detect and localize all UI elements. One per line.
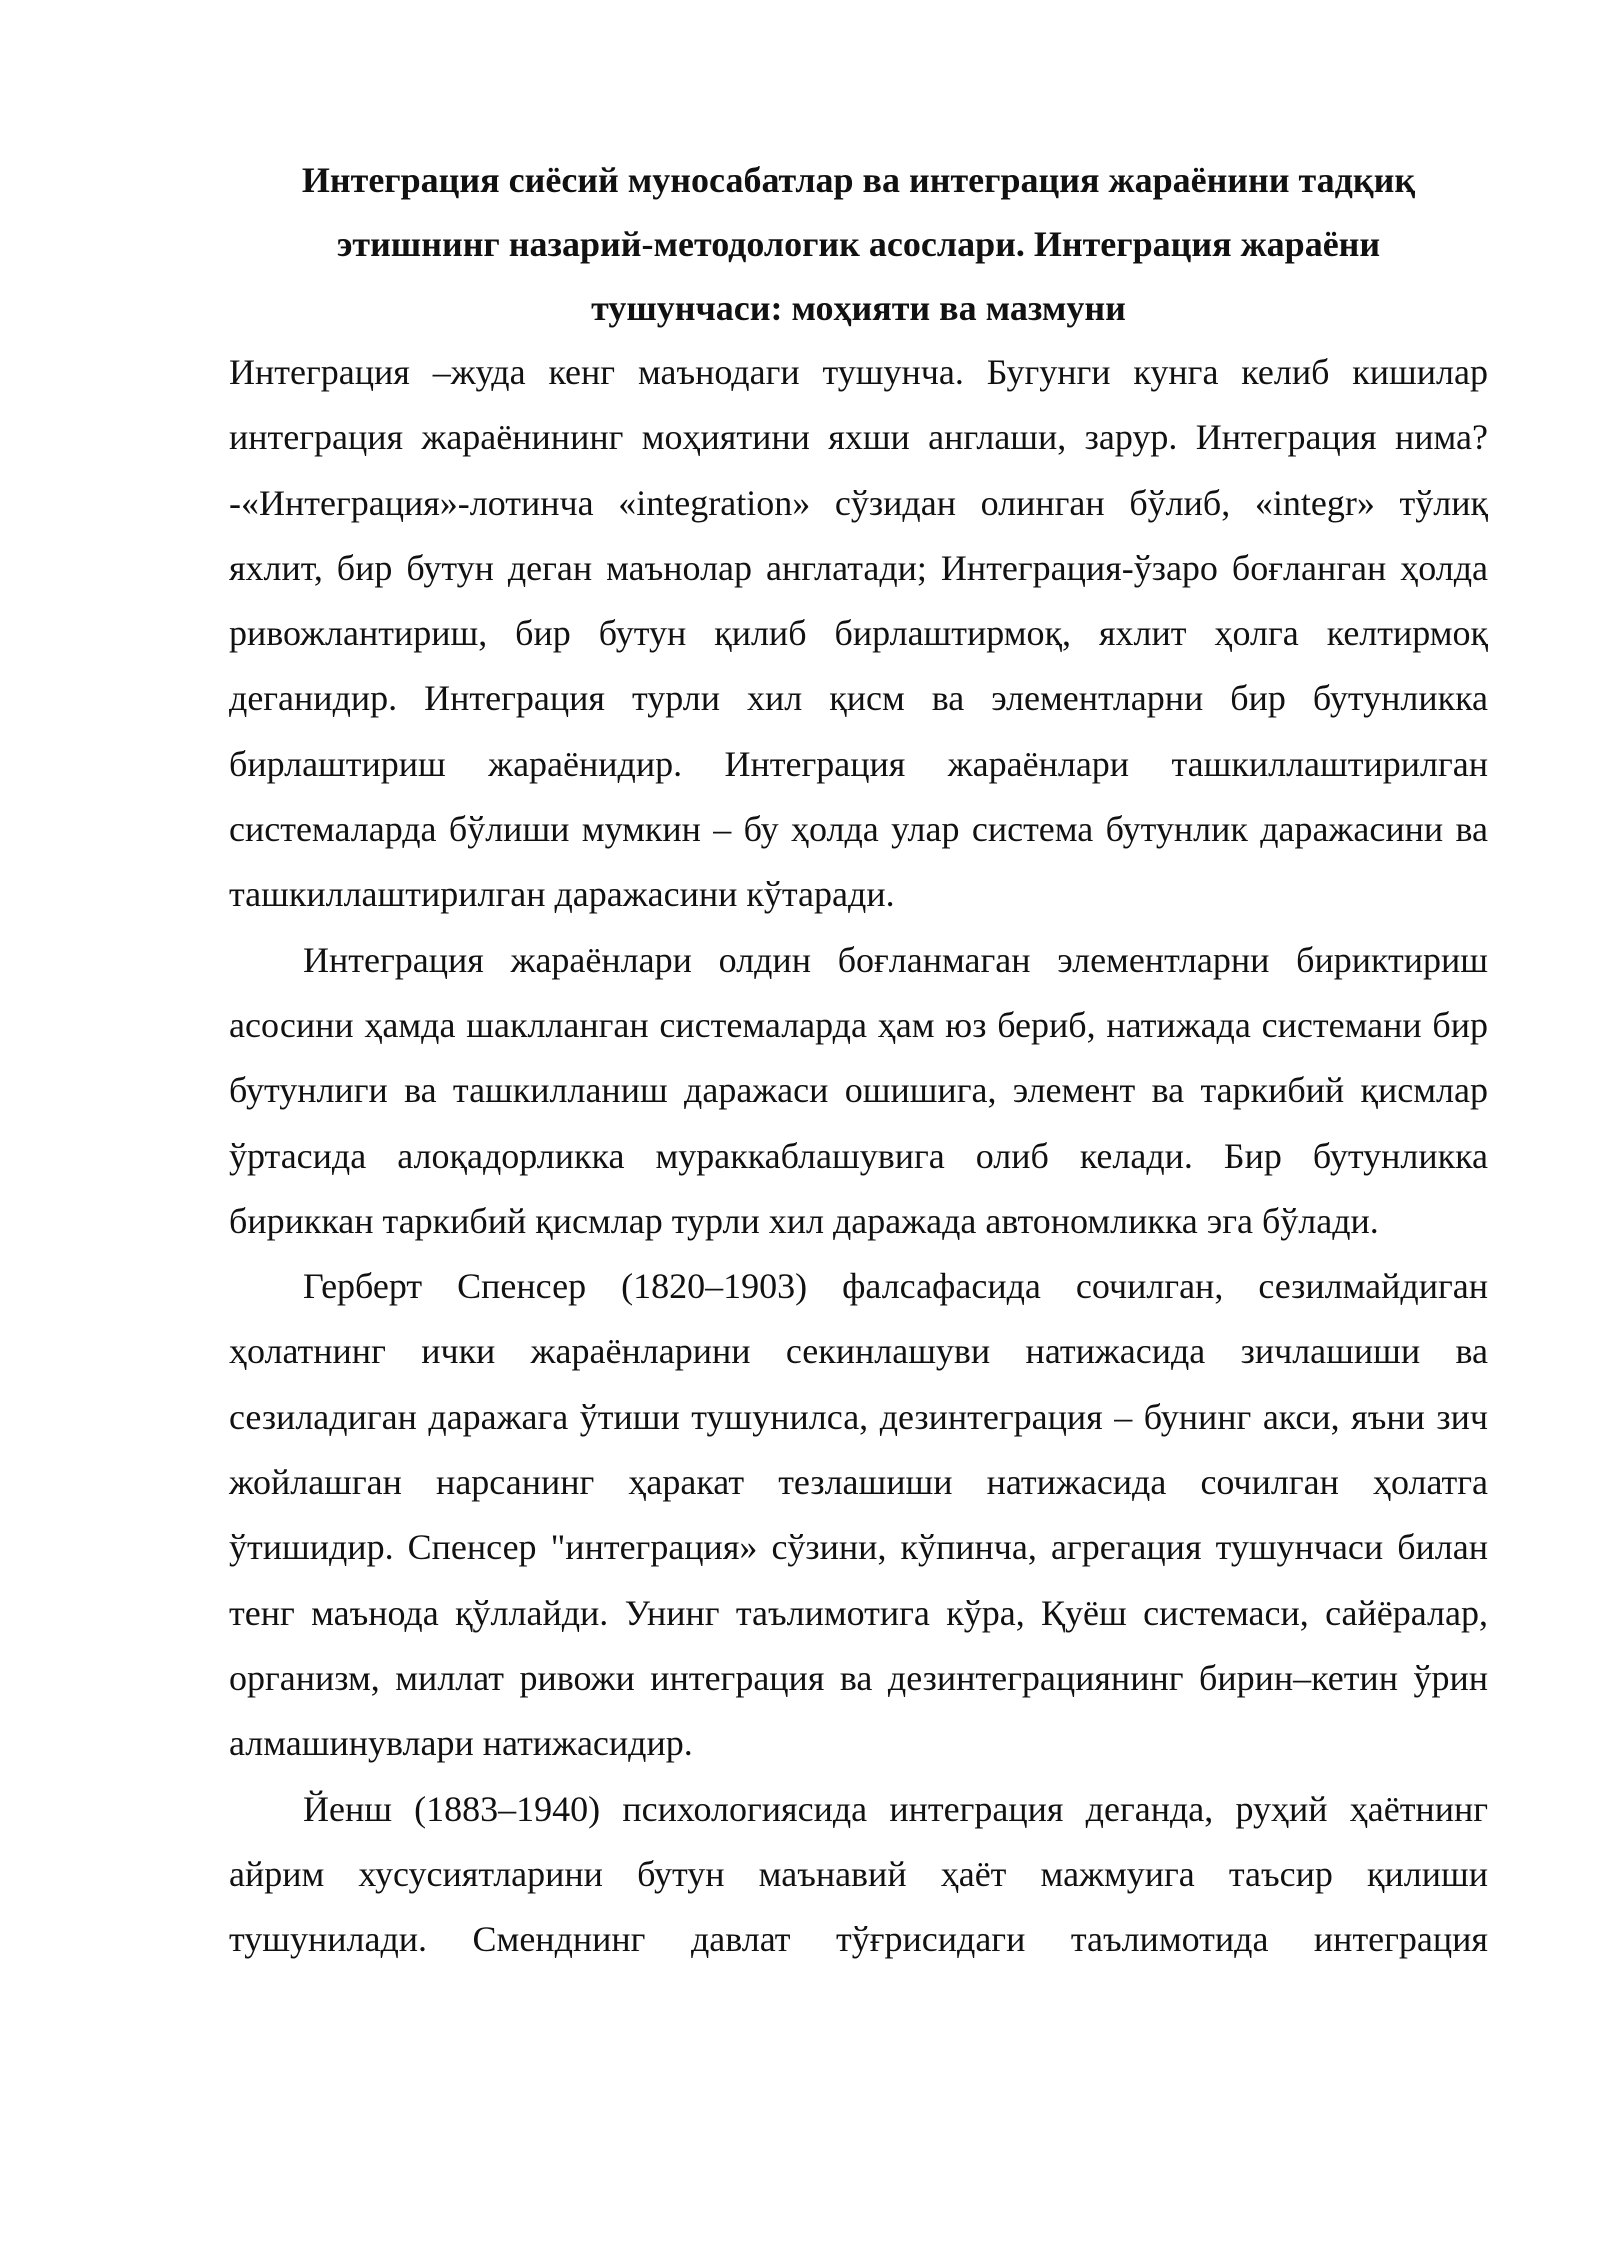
document-title: Интеграция сиёсий муносабатлар ва интеграция жараёнини тадқиқ этишнинг назарий-методологик асослари. Интеграция жараёни тушунчаси: моҳияти ва мазмуни (301, 160, 1416, 328)
paragraph-2: Интеграция жараёнлари олдин боғланмаган элементларни бириктириш асосини ҳамда шаклланган системаларда ҳам юз бериб, натижада системани бир бутунлиги ва ташкилланиш даражаси ошишига, элемент ва таркибий қисмлар ўртасида алоқадорликка мураккаблашувига олиб келади. Бир бутунликка бириккан таркибий қисмлар турли хил даражада автономликка эга бўлади. (229, 939, 1488, 1241)
document-body (229, 148, 1488, 1972)
paragraph-3: Герберт Спенсер (1820–1903) фалсафасида сочилган, сезилмайдиган ҳолатнинг ички жараёнларини секинлашуви натижасида зичлашиши ва сезиладиган даражага ўтиши тушунилса, дезинтеграция – бунинг акси, яъни зич жойлашган нарсанинг ҳаракат тезлашиши натижасида сочилган ҳолатга ўтишидир. Спенсер "интеграция» сўзини, кўпинча, агрегация тушунчаси билан тенг маънода қўллайди. Унинг таълимотига кўра, Қуёш системаси, сайёралар, организм, миллат ривожи интеграция ва дезинтеграциянинг бирин–кетин ўрин алмашинувлари натижасидир. (229, 1266, 1488, 1764)
paragraph-4: Йенш (1883–1940) психологиясида интеграция деганда, руҳий ҳаётнинг айрим хусусиятларини бутун маънавий ҳаёт мажмуига таъсир қилиши тушунилади. Сменднинг давлат тўғрисидаги таълимотида интеграция (229, 1788, 1488, 1960)
paragraph-1: Интеграция –жуда кенг маънодаги тушунча. Бугунги кунга келиб кишилар интеграция жараёнининг моҳиятини яхши англаши, зарур. Интеграция нима?-«Интеграция»-лотинча «integration» сўзидан олинган бўлиб, «integr» тўлиқ яхлит, бир бутун деган маънолар англатади; Интеграция-ўзаро боғланган ҳолда ривожлантириш, бир бутун қилиб бирлаштирмоқ, яхлит ҳолга келтирмоқ деганидир. Интеграция турли хил қисм ва элементларни бир бутунликка бирлаштириш жараёнидир. Интеграция жараёнлари ташкиллаштирилган системаларда бўлиши мумкин – бу ҳолда улар система бутунлик даражасини ва ташкиллаштирилган даражасини кўтаради. (229, 352, 1488, 915)
